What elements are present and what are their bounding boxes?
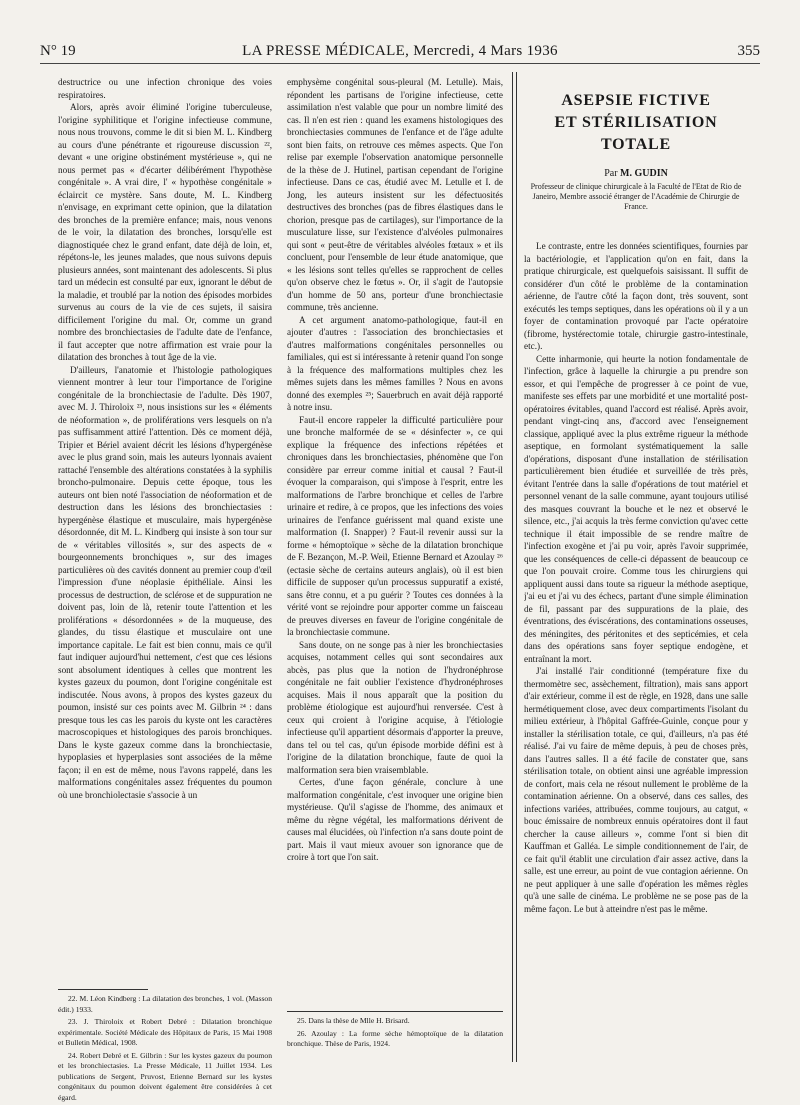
issue-number: N° 19: [40, 43, 76, 59]
footnote-rule: [287, 1011, 503, 1012]
article-title: ET STÉRILISATION TOTALE: [554, 114, 718, 153]
column-left: [58, 76, 272, 984]
column-divider: [512, 72, 513, 1062]
paragraph: A cet argument anatomo-pathologique, faut-il en ajouter d'autres : l'association des bronchiectasies et d'autres malformations congénitales personnelles ou familiales, qui est si intéressante à retenir quand l'on songe à la fréquence des malformations multiples chez les mêmes sujets dans les mêmes familles ? Nous en avons donné des exemples ²⁵; Sauerbruch en avait déjà rapporté à notre insu.: [287, 314, 503, 412]
page-number: 355: [737, 43, 760, 59]
paragraph: Le contraste, entre les données scientifiques, fournies par la bactériologie, et l'application qu'on en fait, dans la pratique chirurgicale, est quelquefois saisissant. Il suffit de considérer d'un côté le problème de la contamination aérienne, de l'autre côté la façon dont, très souvent, sont exécutés les temps septiques, dans les opérations où il y a un foyer de contamination provoqué par l'acte opératoire (fibrome, hystérectomie totale, chirurgie gastro-intestinale, etc.).: [524, 241, 748, 351]
paragraph: D'ailleurs, l'anatomie et l'histologie pathologiques viennent montrer à leur tour l'importance de l'origine congénitale de la bronchiectasie de l'adulte. Dès 1907, avec M. J. Thiroloix ²³, nous insistions sur les « éléments de néoformation », de proliférations vers lesquels on n'a pas suffisamment attiré l'attention. Dès ce moment déjà, Tripier et Bériel avaient décrit les lésions d'hypergénèse avec le plus grand soin, mais les auteurs lyonnais avaient rattaché l'ensemble des altérations constatées à la syphilis broncho-pulmonaire. Depuis cette époque, tous les auteurs ont bien noté l'association de néoformation et de destruction dans les lésions des bronchiectasies : hypergénèse élastique et musculaire, mais hypergénèse désordonnée, dit M. L. Kindberg qui insiste à son tour sur de « véritables villosités », sur des aspects de « bourgeonnements bronchiques », sur des images particulières où des cavités donnent au premier coup d'œil l'impression d'une néoplasie épithéliale. Ainsi les processus de destruction, de sclérose et de suppuration ne doivent pas, loin de là, retenir toute l'attention et les proliférations « désordonnées » de la muqueuse, des glandes, du tissu élastique et musculaire ont une importance capitale. Le fait est bien connu, mais ce qu'il faut indiquer aujourd'hui nettement, c'est que ces lésions sont absolument identiques à celles que montrent les kystes gazeux du poumon, dont l'origine congénitale est indiscutée. Nous avons, à propos des kystes gazeux du poumon, insisté sur ces points avec M. Gilbrin ²⁴ : dans presque tous les cas les parois du kyste ont les caractères macroscopiques et histologiques des parois bronchiques. Dans le kyste gazeux comme dans la bronchiectasie, hypoplasies et hyperplasies sont associées de la même façon; il en est de même, nous l'avons rappelé, dans les malformations congénitales assez fréquentes du poumon où une bronchiolectasie s'associe à un: [58, 364, 272, 800]
paragraph: Alors, après avoir éliminé l'origine tuberculeuse, l'origine syphilitique et l'origine infectieuse commune, nous nous trouvons, comme le dit si bien M. L. Kindberg au cours d'une pénétrante et rigoureuse discussion ²², devant « une origine obstinément mystérieuse », qui ne nous permet pas « d'écarter délibérément l'hypothèse congénitale ». A vrai dire, l' « hypothèse congénitale » éclaircit ce mystère. Sans doute, M. L. Kindberg n'envisage, en exprimant cette opinion, que la dilatation des bronches de la première enfance; mais, nous venons de le voir, la dilatation des bronches, lorsqu'elle est diagnostiquée chez le grand enfant, date déjà de loin, et, répétons-le, les jeunes malades, que nous suivons depuis plusieurs années, sont maintenant des adolescents. Si plus tard un médecin est consulté par eux, ignorant le début de la maladie, et troublé par la notion des épisodes morbides survenus au cours de la vie de ces sujets, il saisira difficilement l'origine du mal. Or, comme un grand nombre des bronchiectasies de l'adulte date de l'enfance, il faut accepter que notre affirmation est vraie pour la dilatation des bronches à tout âge de la vie.: [58, 102, 272, 362]
column-middle: [287, 76, 503, 1081]
masthead: [40, 43, 760, 60]
footnote: 24. Robert Debré et E. Gilbrin : Sur les kystes gazeux du poumon et les bronchiectasies. La Presse Médicale, 11 Juillet 1934. Les publications de Sergent, Pruvost, Etienne Bernard sur les kystes congénitaux du poumon doivent également être considérées à cet égard.: [58, 1050, 272, 1102]
paragraph: J'ai installé l'air conditionné (température fixe du thermomètre sec, assèchement, filtration), mais sans apport d'air extérieur, comme il est de règle, en 1928, dans une salle hermétiquement close, avec deux compartiments l'isolant du milieu extérieur, à l'hôpital Gaffrée-Guinle, conçue pour y installer la stérilisation totale, ce qui, d'ailleurs, n'a pas été réalisé. J'ai vu faire de même depuis, à peu de choses près, dans l'autres salles. Il a été facile de constater que, sans stérilisation totale, on obtient ainsi une agréable impression de confort, mais cela ne résout nullement le problème de la contamination aérienne. On a observé, dans ces salles, des infections variées, attribuées, comme toujours, au catgut, « bouc émissaire de nombreux ennuis opératoires dont il faut chercher la cause ailleurs », comme l'ont si bien dit Kauffman et Galléa. Le simple conditionnement de l'air, de ce fait qu'il établit une circulation d'air assez active, dans la salle, est une erreur, au point de vue contagion aérienne. On ne peut appliquer à une salle d'opération les mêmes règles qu'à une salle de cinéma. Le problème ne se pose pas de la même façon. Le but à atteindre n'est pas le même.: [524, 666, 748, 914]
author-affiliation: Professeur de clinique chirurgicale à la Faculté de l'Etat de Rio de Janeiro, Membre associé étranger de l'Académie de Chirurgie de France.: [530, 182, 742, 211]
paragraph: Sans doute, on ne songe pas à nier les bronchiectasies acquises, notamment celles qui sont secondaires aux abcès, pas plus que la notion de l'hydronéphrose congénitale ne fait oublier l'existence d'hydronéphroses acquises. Mais il nous apparaît que la position du problème étiologique est aujourd'hui renversée. C'est à ceux qui croient à l'origine acquise, à l'étiologie infectieuse qu'il appartient désormais d'apporter la preuve, dans tel ou tel cas, qu'un épisode morbide défini est à l'origine de la dilatation bronchique, faute de quoi la malformation sera bien vraisemblable.: [287, 639, 503, 775]
paragraph: Faut-il encore rappeler la difficulté particulière pour une bronche malformée de se « désinfecter », ce qui explique la fréquence des infections répétées et chroniques dans les bronchiectasies, phénomène que l'on considère par erreur comme initial et causal ? Faut-il évoquer la comparaison, qui s'impose à l'esprit, entre les malformations de l'arbre bronchique et celles de l'arbre urinaire et redire, à ce propos, que les infections des voies urinaires de l'enfance guérissent mal quand existe une malformation (I. Snapper) ? Faut-il revenir aussi sur la forme « hémoptoïque » sèche de la dilatation bronchique de F. Bezançon, M.-P. Weil, Etienne Bernard et Azoulay ²⁶ (ectasie sèche de certains auteurs anglais), où il est bien difficile de supposer qu'un processus suppuratif a existé, sans être connu, et a pu guérir ? Toutes ces données à la vérité vont se rejoindre pour apporter comme un faisceau de preuves diverses en faveur de l'origine congénitale de la bronchiectasie commune.: [287, 414, 503, 637]
byline-prefix: Par: [604, 168, 618, 179]
paragraph: Certes, d'une façon générale, conclure à une malformation congénitale, c'est invoquer une origine bien mystérieuse. Qu'il s'agisse de l'homme, des animaux et même du règne végétal, les malformations dérivent de causes mal élucidées, où l'infection n'a sans doute point de part. Mais il vaut mieux avouer son ignorance que de croire à tort que l'on sait.: [287, 777, 503, 862]
paragraph: emphysème congénital sous-pleural (M. Letulle). Mais, répondent les partisans de l'origine infectieuse, cette assimilation n'est valable que pour un nombre limité des cas. Il n'en est rien : quand les examens histologiques des bronchiectasies communes de l'enfance et de l'âge adulte sont bien faits, on retrouve ces mêmes aspects. Que l'on relise par exemple l'observation anatomique personnelle de la thèse de J. Hutinel, partisan cependant de l'origine infectieuse. Dans ce cas, étudié avec M. Letulle et I. de Jong, les auteurs insistent sur les défectuosités destructives des bronches (pas de fibres élastiques dans le chorion, presque pas de cartilages), sur l'importance de la musculature lisse, sur l'existence d'alvéoles pulmonaires qui sont « peut-être de véritables alvéoles fœtaux » et ils concluent, pour l'ensemble de leur étude anatomique, que « les lésions sont telles qu'elles se rapprochent de celles qu'on observe chez le fœtus ». Or, il s'agit de l'autopsie d'un homme de 50 ans, porteur d'une bronchiectasie commune, très ancienne.: [287, 77, 503, 312]
footnotes-middle: [287, 1016, 503, 1052]
article-heading: [520, 90, 752, 212]
article-title: ASEPSIE FICTIVE: [561, 92, 711, 109]
footnote: 25. Dans la thèse de Mlle H. Brisard.: [297, 1016, 410, 1025]
paragraph: Cette inharmonie, qui heurte la notion fondamentale de l'infection, grâce à laquelle la chirurgie a pu prendre son essor, et qui l'empêche de progresser à ce point de vue, manifeste ses effets par une morbidité et une mortalité post-opératoires évitables, quand l'accord est réalisé. Après avoir, pendant vingt-cinq ans, d'accord avec l'enseignement classique, appliqué avec la plus extrême rigueur la méthode aseptique, en formolant systématiquement la salle d'opérations, disposant d'une installation de stérilisation particulièrement bien étudiée et surveillée de très près, évitant l'entrée dans la salle d'opérations de tout matériel et personnel venant de la salle commune, ayant toujours utilisé des masques couvrant la bouche et le nez et observé le silence, etc., j'ai acquis la très ferme conviction qu'avec cette technique il était impossible de se rendre maître de l'infection exogène et j'ai pu voir, après l'avoir supprimée, que les conséquences de celle-ci dépassent de beaucoup ce que l'on pouvait croire. Comme tous les chirurgiens qui appliquent aussi dans toute sa rigueur la méthode aseptique, j'ai eu et j'ai vu des échecs, partant d'une simple élimination de fil, passant par des suppurations de la plaie, des éventrations, des éviscérations, des contaminations osseuses, des méningites, des péritonites et des septicémies, et cela dans des opérations sans foyer septique endogène, et entraînant la mort.: [524, 353, 748, 664]
footnote: 22. M. Léon Kindberg : La dilatation des bronches, 1 vol. (Masson édit.) 1933.: [58, 994, 272, 1014]
byline: [520, 168, 752, 179]
page-header: [40, 41, 760, 64]
newspaper-name: LA PRESSE MÉDICALE,: [242, 43, 410, 59]
footnotes-left: [58, 994, 272, 1105]
column-right: [524, 240, 748, 1085]
issue-date: Mercredi, 4 Mars 1936: [413, 43, 558, 59]
paragraph: destructrice ou une infection chronique des voies respiratoires.: [58, 77, 272, 100]
footnote: 26. Azoulay : La forme sèche hémoptoïque de la dilatation bronchique. Thèse de Paris, 1924.: [287, 1028, 503, 1048]
author-name: M. GUDIN: [620, 168, 668, 179]
footnote-rule: [58, 989, 148, 990]
column-divider: [516, 72, 517, 1062]
footnote: 23. J. Thiroloix et Robert Debré : Dilatation bronchique expérimentale. Société Médicale des Hôpitaux de Paris, 15 Mai 1908 et Bulletin Médical, 1908.: [58, 1017, 272, 1047]
